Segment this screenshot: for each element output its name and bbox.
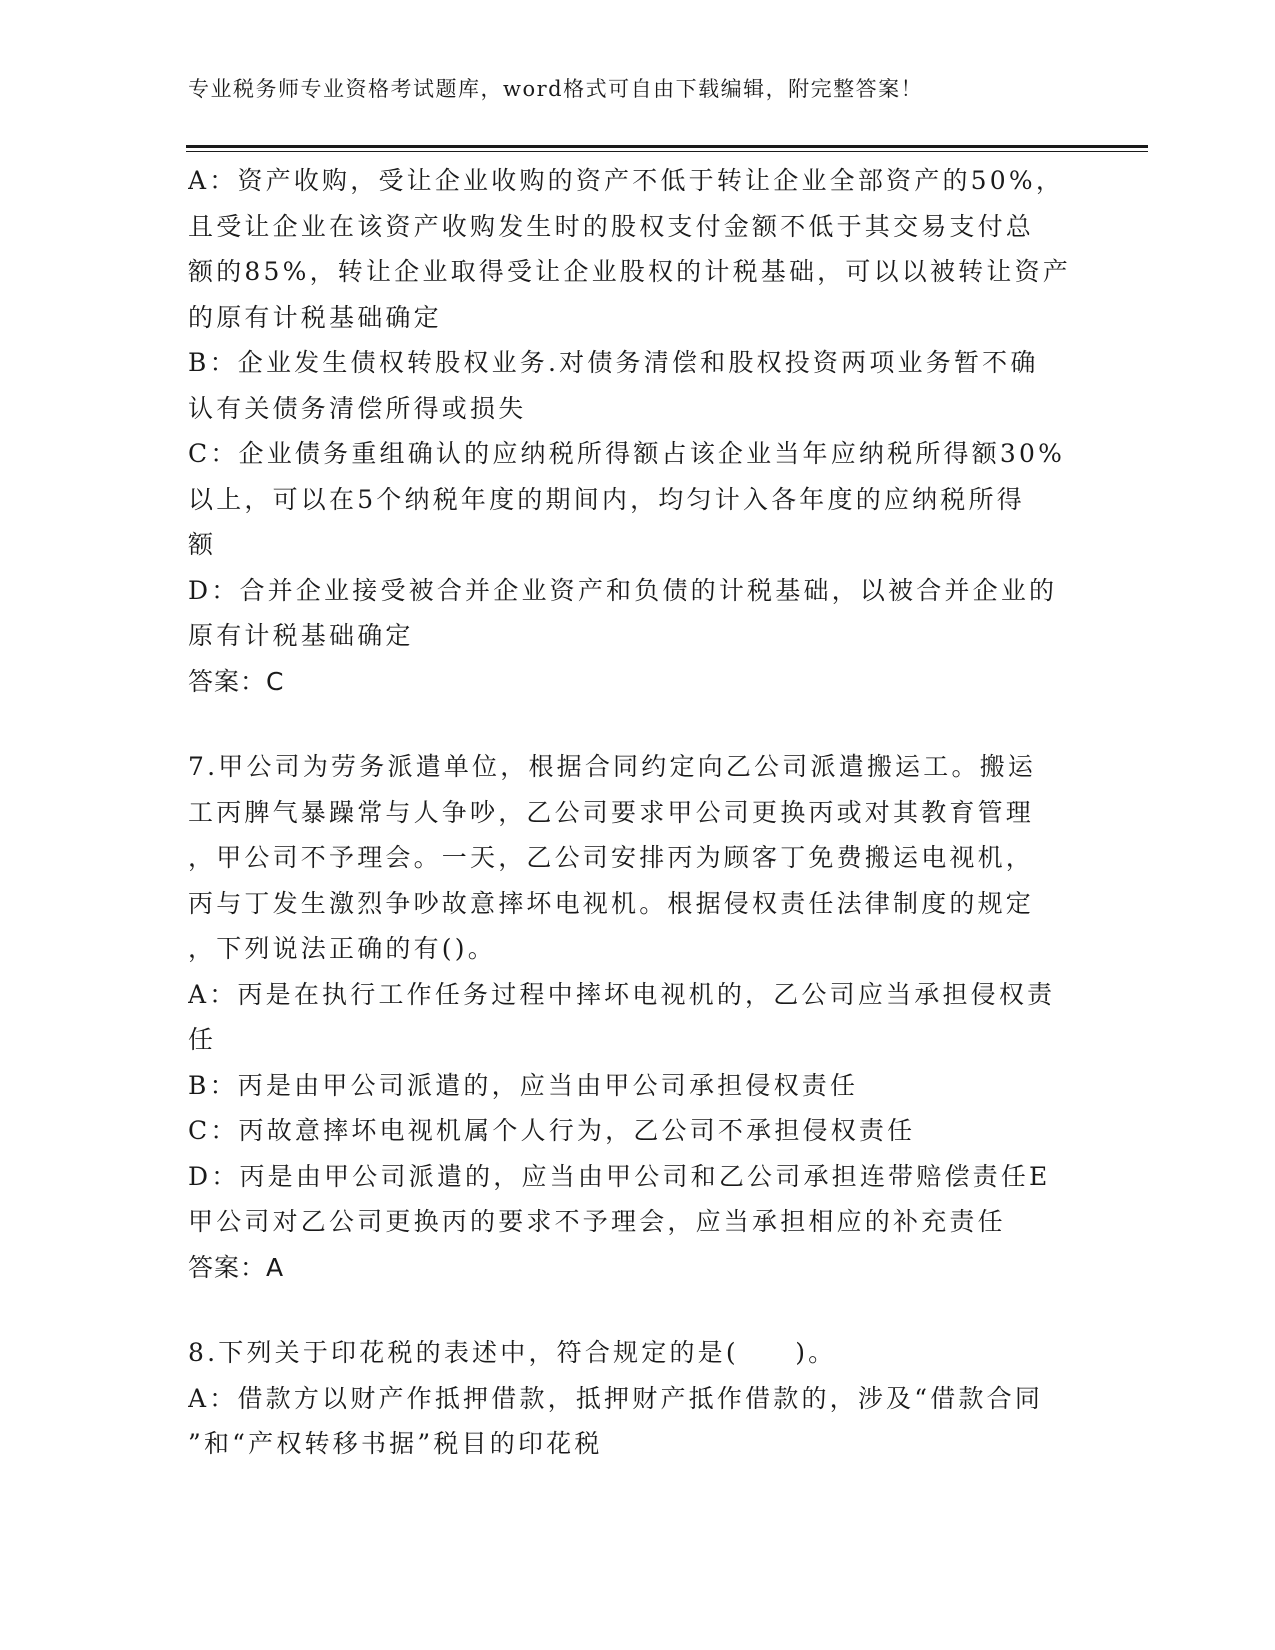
text-line: 额的85%，转让企业取得受让企业股权的计税基础，可以以被转让资产 — [188, 257, 1071, 286]
text-line: ”和“产权转移书据”税目的印花税 — [188, 1429, 603, 1458]
text-line: 丙与丁发生激烈争吵故意摔坏电视机。根据侵权责任法律制度的规定 — [188, 888, 1035, 918]
text-line: B：企业发生债权转股权业务.对债务清偿和股权投资两项业务暂不确 — [188, 348, 1039, 377]
text-line: 任 — [188, 1025, 217, 1054]
text-line: ，下列说法正确的有()。 — [188, 934, 496, 963]
text-line: A：借款方以财产作抵押借款，抵押财产抵作借款的，涉及“借款合同 — [188, 1383, 1044, 1413]
document-body — [188, 158, 1088, 1467]
question-block — [188, 1330, 1088, 1467]
text-line: 认有关债务清偿所得或损失 — [188, 393, 527, 423]
block-spacer — [188, 1290, 1088, 1330]
header-rule-thin — [186, 151, 1148, 152]
text-line: B：丙是由甲公司派遣的，应当由甲公司承担侵权责任 — [188, 1070, 859, 1100]
text-line: 原有计税基础确定 — [188, 621, 414, 650]
text-line: D：合并企业接受被合并企业资产和负债的计税基础，以被合并企业的 — [188, 575, 1058, 605]
question-block — [188, 744, 1088, 1290]
answer-line: 答案：A — [188, 1252, 285, 1282]
text-line: 工丙脾气暴躁常与人争吵，乙公司要求甲公司更换丙或对其教育管理 — [188, 797, 1035, 827]
text-line: 7.甲公司为劳务派遣单位，根据合同约定向乙公司派遣搬运工。搬运 — [188, 752, 1037, 781]
text-line: 且受让企业在该资产收购发生时的股权支付金额不低于其交易支付总 — [188, 211, 1035, 241]
text-line: A：资产收购，受让企业收购的资产不低于转让企业全部资产的50%， — [188, 166, 1065, 195]
page-header: 专业税务师专业资格考试题库，word格式可自由下载编辑，附完整答案！ — [188, 77, 924, 101]
text-line: 以上，可以在5个纳税年度的期间内，均匀计入各年度的应纳税所得 — [188, 484, 1025, 514]
text-line: C：丙故意摔坏电视机属个人行为，乙公司不承担侵权责任 — [188, 1116, 916, 1145]
text-line: ，甲公司不予理会。一天，乙公司安排丙为顾客丁免费搬运电视机， — [188, 843, 1035, 872]
text-line: D：丙是由甲公司派遣的，应当由甲公司和乙公司承担连带赔偿责任E — [188, 1161, 1051, 1191]
text-line: 额 — [188, 530, 217, 559]
text-line: 的原有计税基础确定 — [188, 302, 442, 332]
header-rule-thick — [186, 145, 1148, 148]
text-line: 8.下列关于印花税的表述中，符合规定的是( )。 — [188, 1338, 837, 1367]
text-line: 甲公司对乙公司更换丙的要求不予理会，应当承担相应的补充责任 — [188, 1207, 1006, 1236]
block-spacer — [188, 704, 1088, 744]
text-line: A：丙是在执行工作任务过程中摔坏电视机的，乙公司应当承担侵权责 — [188, 979, 1056, 1009]
answer-line: 答案：C — [188, 666, 285, 696]
text-line: C：企业债务重组确认的应纳税所得额占该企业当年应纳税所得额30% — [188, 439, 1066, 468]
question-block — [188, 158, 1088, 704]
